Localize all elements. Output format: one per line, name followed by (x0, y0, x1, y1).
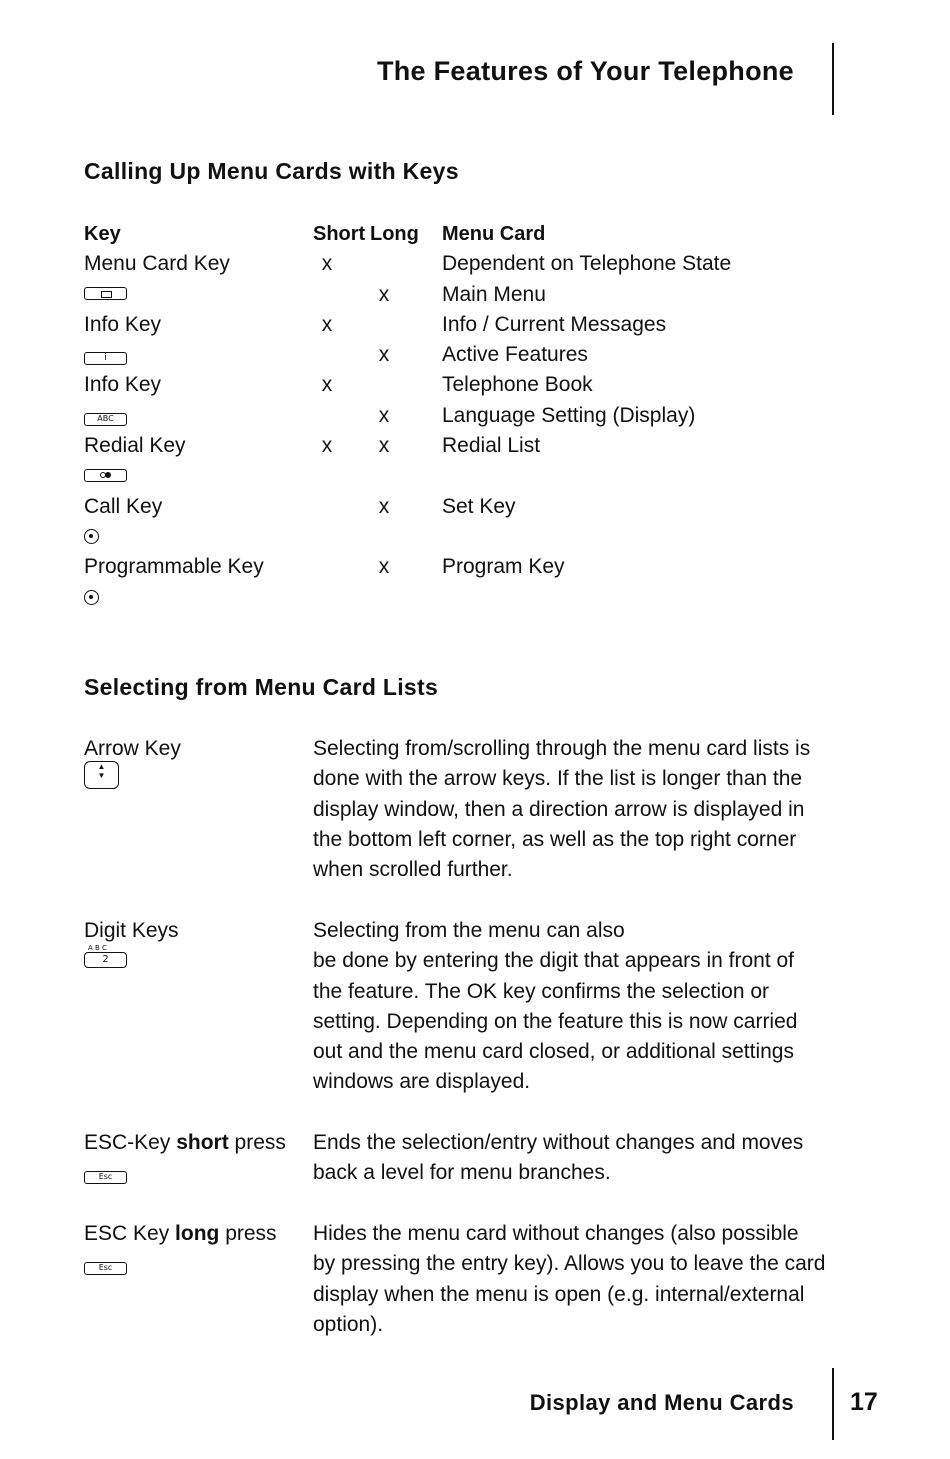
table-row-short: x (321, 434, 333, 457)
menu-card-key-icon (84, 287, 127, 305)
table-row-key: Menu Card Key (84, 252, 230, 275)
description-line: when scrolled further. (313, 858, 513, 882)
info-key-icon-label: i (84, 352, 127, 365)
table-row-long: x (378, 343, 390, 366)
table-row-long: x (378, 555, 390, 578)
digit-keys-label: Digit Keys (84, 919, 179, 942)
column-header-long: Long (370, 223, 419, 245)
table-row-card: Telephone Book (442, 373, 593, 396)
page-header-title: The Features of Your Telephone (376, 56, 794, 86)
abc-key-icon-label: ABC (84, 413, 127, 426)
section-title-selecting: Selecting from Menu Card Lists (84, 674, 439, 700)
description-line: display window, then a direction arrow is displayed in (313, 797, 805, 821)
esc-long-label-bold: long (175, 1222, 220, 1245)
table-row-short: x (321, 313, 333, 336)
table-row-short: x (321, 252, 333, 275)
table-row-card: Set Key (442, 495, 516, 518)
esc-short-label-bold: short (176, 1131, 229, 1154)
description-line: back a level for menu branches. (313, 1161, 611, 1185)
esc-key-icon (84, 1166, 127, 1184)
table-row-long: x (378, 495, 390, 518)
description-line: Hides the menu card without changes (also possible (313, 1222, 799, 1245)
digit-keys-description (313, 916, 797, 1098)
esc-long-description (313, 1219, 825, 1340)
esc-key-icon (84, 1257, 127, 1275)
table-row-key: Redial Key (84, 434, 186, 457)
arrow-key-icon: ▲ ▼ (84, 761, 119, 789)
table-row-key: Info Key (84, 373, 162, 396)
description-line: out and the menu card closed, or additional settings (313, 1040, 794, 1064)
description-line: Ends the selection/entry without changes and moves (313, 1131, 804, 1154)
description-line: display when the menu is open (e.g. internal/external (313, 1282, 805, 1306)
table-row-card: Active Features (442, 343, 588, 366)
esc-short-description (313, 1128, 803, 1189)
table-row-card: Dependent on Telephone State (442, 252, 732, 275)
footer-divider (832, 1368, 834, 1440)
footer-section-title: Display and Menu Cards (529, 1390, 794, 1415)
table-row-card: Main Menu (442, 283, 546, 306)
description-line: the feature. The OK key confirms the selection or (313, 979, 770, 1003)
esc-short-label-pre: ESC-Key (84, 1131, 177, 1154)
page-number: 17 (850, 1388, 878, 1416)
description-line: Selecting from the menu can also (313, 919, 625, 942)
call-key-icon (84, 529, 99, 544)
esc-long-label-pre: ESC Key (84, 1222, 176, 1245)
description-line: be done by entering the digit that appears in front of (313, 949, 795, 973)
table-row-short: x (321, 373, 333, 396)
table-row-card: Language Setting (Display) (442, 404, 696, 427)
programmable-key-icon (84, 590, 99, 605)
table-row-card: Info / Current Messages (442, 313, 667, 336)
esc-long-label-post: press (219, 1222, 277, 1245)
info-key-icon (84, 347, 127, 365)
description-line: done with the arrow keys. If the list is longer than the (313, 767, 803, 791)
description-line: windows are displayed. (313, 1070, 531, 1094)
arrow-key-label: Arrow Key (84, 737, 181, 760)
esc-key-icon-label: Esc (84, 1171, 127, 1184)
digit-key-icon: 2 (84, 952, 127, 968)
table-row-long: x (378, 404, 390, 427)
abc-key-icon (84, 408, 127, 426)
digit-key-letters: A B C (88, 944, 107, 952)
description-line: the bottom left corner, as well as the top right corner (313, 827, 797, 851)
description-line: Selecting from/scrolling through the menu card lists is (313, 737, 811, 760)
esc-short-label (84, 1128, 286, 1158)
table-row-long: x (378, 434, 390, 457)
redial-key-icon (84, 469, 127, 487)
table-row-card: Redial List (442, 434, 541, 457)
description-line: setting. Depending on the feature this is now carried (313, 1009, 798, 1033)
description-line: by pressing the entry key). Allows you to leave the card (313, 1252, 826, 1276)
arrow-key-description (313, 734, 810, 885)
table-row-key: Info Key (84, 313, 162, 336)
esc-key-icon-label: Esc (84, 1262, 127, 1275)
table-row-key: Call Key (84, 495, 163, 518)
table-row-card: Program Key (442, 555, 565, 578)
table-row-long: x (378, 283, 390, 306)
esc-short-label-post: press (228, 1131, 286, 1154)
header-divider (832, 43, 834, 115)
section-title-calling-up: Calling Up Menu Cards with Keys (84, 158, 459, 184)
esc-long-label (84, 1219, 277, 1249)
column-header-key: Key (84, 223, 121, 245)
column-header-menu-card: Menu Card (442, 223, 546, 245)
description-line: option). (313, 1312, 384, 1336)
table-row-key: Programmable Key (84, 555, 264, 578)
column-header-short: Short (313, 223, 366, 245)
